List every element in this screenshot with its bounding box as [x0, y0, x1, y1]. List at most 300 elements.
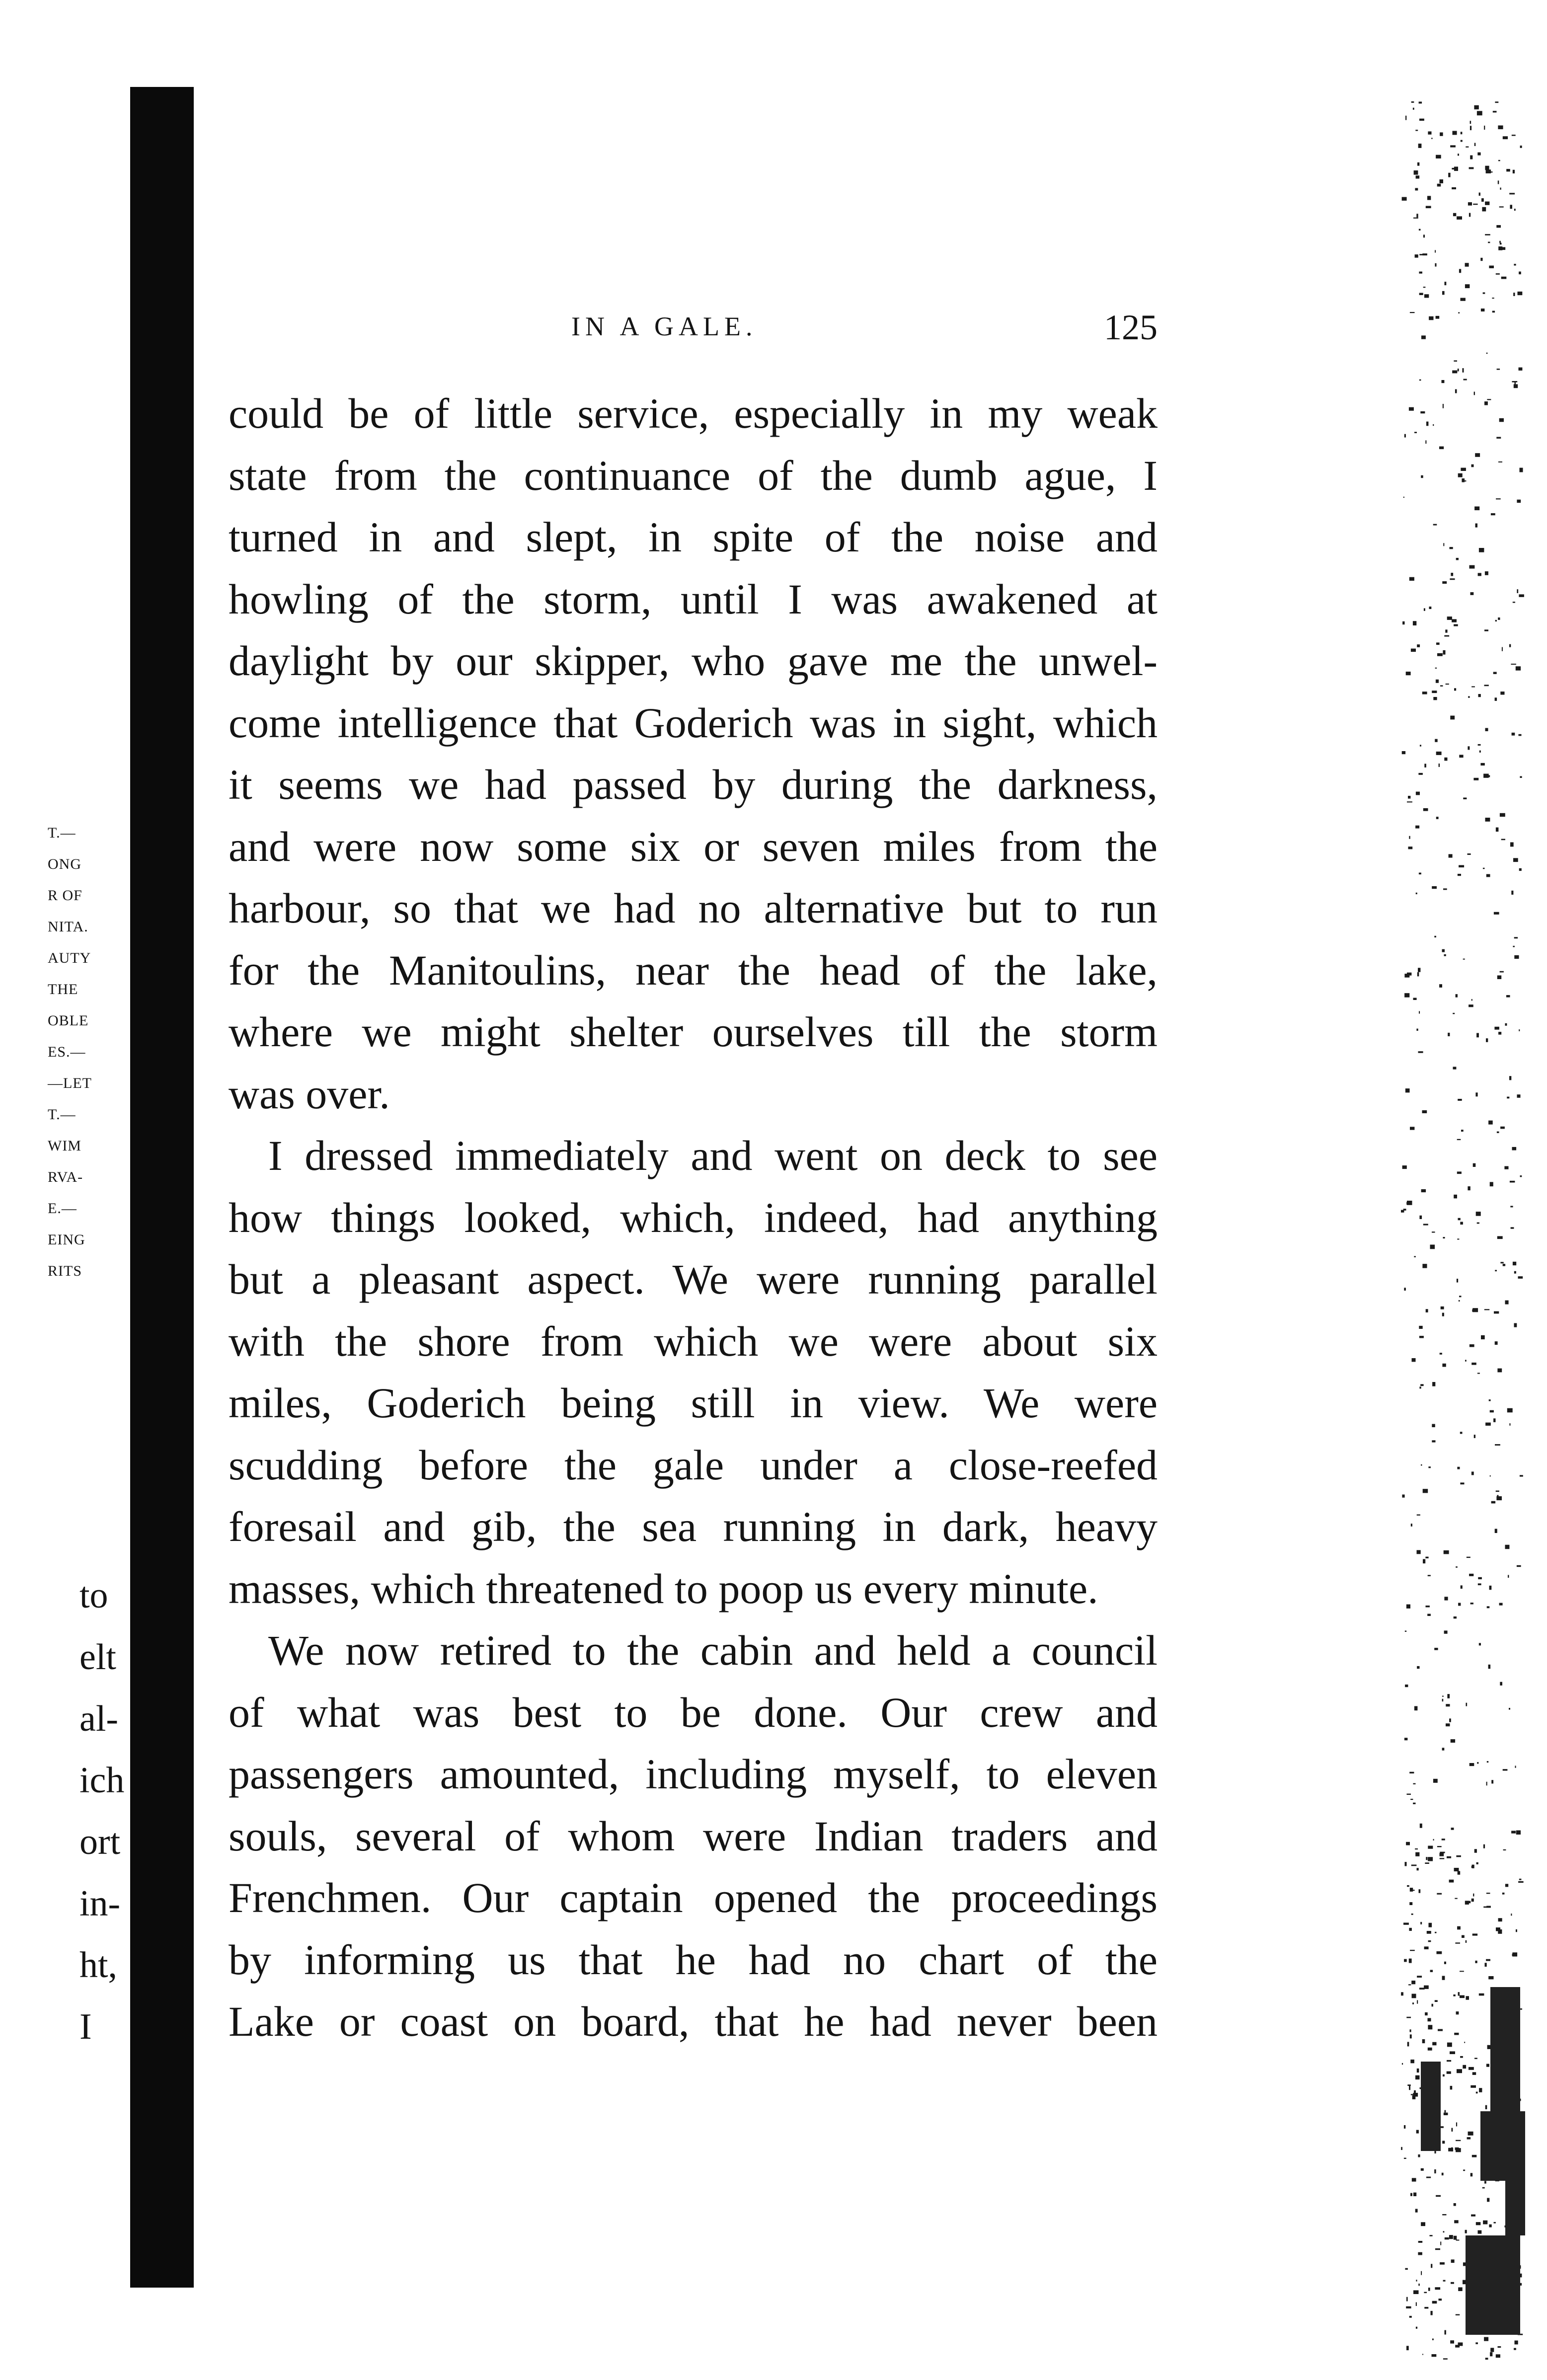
noise-speck — [1520, 468, 1523, 472]
noise-speck — [1409, 2086, 1410, 2090]
noise-speck — [1493, 1418, 1495, 1422]
noise-speck — [1440, 1858, 1445, 1859]
text-line: masses, which threatened to poop us every minute. — [229, 1564, 1098, 1612]
noise-speck — [1494, 912, 1499, 915]
noise-speck — [1469, 167, 1474, 169]
noise-speck — [1468, 853, 1471, 855]
noise-speck — [1495, 1444, 1500, 1446]
noise-speck — [1468, 1186, 1470, 1190]
noise-speck — [1424, 764, 1426, 768]
noise-speck — [1496, 437, 1501, 439]
noise-speck — [1409, 577, 1414, 581]
noise-speck — [1428, 2018, 1431, 2021]
noise-speck — [1470, 565, 1475, 569]
noise-speck — [1501, 839, 1505, 841]
noise-speck — [1449, 2235, 1453, 2239]
noise-speck — [1458, 2287, 1463, 2291]
noise-speck — [1450, 716, 1455, 720]
noise-speck — [1513, 293, 1515, 296]
noise-speck — [1470, 2173, 1472, 2176]
noise-speck — [1507, 1097, 1509, 1099]
noise-speck — [1485, 571, 1488, 575]
text-line: with the shore from which we were about six — [229, 1317, 1158, 1365]
noise-speck — [1457, 1926, 1461, 1930]
noise-speck — [1461, 132, 1463, 134]
noise-speck — [1486, 1782, 1487, 1786]
noise-speck — [1517, 1094, 1521, 1098]
noise-speck — [1402, 621, 1404, 624]
text-line: souls, several of whom were Indian traders and — [229, 1812, 1158, 1860]
noise-speck — [1419, 1988, 1425, 1990]
noise-speck — [1473, 1163, 1476, 1167]
noise-speck — [1510, 205, 1512, 209]
noise-speck — [1458, 1099, 1462, 1101]
noise-speck — [1418, 2154, 1420, 2157]
noise-speck — [1414, 170, 1418, 175]
noise-speck — [1475, 524, 1478, 528]
noise-speck — [1500, 691, 1504, 694]
noise-speck — [1483, 774, 1489, 778]
noise-speck — [1421, 2271, 1422, 2275]
noise-speck — [1428, 132, 1431, 135]
noise-speck — [1516, 1929, 1517, 1932]
noise-speck — [1461, 140, 1463, 142]
noise-speck — [1474, 392, 1475, 395]
noise-speck — [1418, 144, 1422, 148]
noise-speck — [1406, 1202, 1411, 1205]
margin-caption-fragment: ES.— — [48, 1044, 86, 1060]
noise-speck — [1416, 175, 1420, 178]
noise-speck — [1430, 2235, 1433, 2236]
noise-speck — [1417, 972, 1419, 976]
noise-speck — [1496, 1491, 1499, 1492]
noise-speck — [1479, 1643, 1481, 1645]
noise-speck — [1462, 1935, 1465, 1938]
noise-speck — [1405, 1685, 1408, 1687]
noise-speck — [1456, 2140, 1461, 2141]
noise-speck — [1444, 1962, 1446, 1964]
noise-speck — [1500, 1262, 1503, 1263]
noise-speck — [1411, 101, 1414, 103]
noise-speck — [1437, 653, 1443, 656]
noise-speck — [1470, 1344, 1474, 1347]
noise-speck — [1443, 1237, 1445, 1238]
noise-speck — [1421, 1464, 1422, 1466]
noise-speck — [1449, 1880, 1454, 1883]
noise-speck — [1455, 2345, 1460, 2347]
noise-speck — [1470, 1603, 1473, 1604]
noise-speck — [1403, 1209, 1406, 1211]
noise-speck — [1469, 2067, 1474, 2070]
noise-speck — [1406, 1842, 1410, 1845]
noise-speck — [1485, 166, 1489, 170]
noise-speck — [1423, 808, 1428, 811]
noise-speck — [1440, 1853, 1444, 1856]
noise-speck — [1486, 353, 1488, 354]
noise-speck — [1508, 1575, 1509, 1578]
noise-speck — [1411, 1524, 1412, 1527]
noise-speck — [1516, 666, 1521, 670]
noise-speck — [1452, 168, 1456, 169]
noise-block — [1505, 2176, 1525, 2235]
noise-speck — [1469, 213, 1470, 217]
noise-speck — [1407, 1794, 1411, 1795]
noise-speck — [1478, 694, 1481, 697]
text-line: state from the continuance of the dumb ague, I — [229, 451, 1158, 499]
noise-speck — [1477, 111, 1482, 115]
noise-speck — [1500, 1127, 1505, 1129]
noise-speck — [1411, 2094, 1416, 2095]
noise-speck — [1502, 647, 1503, 651]
noise-speck — [1419, 1336, 1424, 1338]
noise-speck — [1456, 2122, 1457, 2126]
noise-speck — [1443, 2280, 1446, 2282]
noise-speck — [1496, 1496, 1502, 1500]
margin-caption-fragment: WIM — [48, 1138, 81, 1154]
noise-speck — [1413, 218, 1418, 219]
noise-speck — [1406, 2346, 1409, 2350]
noise-speck — [1415, 2209, 1418, 2213]
noise-speck — [1403, 1922, 1409, 1924]
text-line: We now retired to the cabin and held a council — [268, 1626, 1158, 1674]
noise-speck — [1511, 891, 1513, 895]
running-header — [229, 307, 1158, 357]
noise-speck — [1437, 1951, 1442, 1954]
noise-speck — [1498, 617, 1500, 620]
text-line: how things looked, which, indeed, had anything — [229, 1193, 1158, 1241]
text-line: miles, Goderich being still in view. We were — [229, 1379, 1158, 1427]
noise-speck — [1434, 1648, 1438, 1650]
noise-speck — [1490, 1475, 1491, 1477]
noise-speck — [1480, 258, 1482, 261]
noise-speck — [1426, 1857, 1427, 1860]
noise-speck — [1442, 1696, 1444, 1697]
noise-block — [1490, 1987, 1520, 2116]
noise-speck — [1474, 1435, 1475, 1438]
noise-speck — [1468, 746, 1470, 750]
noise-speck — [1498, 1918, 1502, 1921]
noise-speck — [1415, 1848, 1418, 1849]
margin-word-fragment: in- — [79, 1883, 121, 1924]
noise-speck — [1454, 2203, 1456, 2206]
noise-speck — [1482, 2187, 1485, 2189]
noise-speck — [1435, 739, 1438, 742]
noise-speck — [1484, 2181, 1486, 2183]
noise-speck — [1487, 2198, 1489, 2202]
noise-speck — [1430, 1970, 1433, 1972]
noise-speck — [1405, 1088, 1410, 1092]
noise-speck — [1419, 1216, 1422, 1219]
noise-speck — [1464, 379, 1467, 381]
noise-speck — [1453, 1995, 1455, 1996]
noise-speck — [1487, 1761, 1488, 1763]
noise-speck — [1509, 644, 1511, 647]
noise-speck — [1476, 1212, 1481, 1216]
margin-word-fragment: ich — [79, 1760, 125, 1801]
noise-speck — [1483, 868, 1485, 869]
noise-speck — [1463, 2065, 1466, 2069]
noise-speck — [1452, 2128, 1453, 2132]
noise-speck — [1512, 733, 1515, 736]
noise-speck — [1458, 1218, 1461, 1221]
noise-speck — [1490, 2348, 1494, 2352]
noise-speck — [1406, 672, 1411, 675]
noise-speck — [1418, 2241, 1423, 2243]
noise-speck — [1435, 2248, 1440, 2250]
noise-speck — [1483, 293, 1485, 294]
noise-speck — [1457, 1238, 1459, 1239]
noise-speck — [1426, 1309, 1428, 1312]
noise-speck — [1440, 2262, 1445, 2265]
noise-speck — [1460, 2056, 1463, 2058]
noise-speck — [1402, 197, 1407, 201]
margin-caption-fragment: AUTY — [48, 950, 91, 966]
noise-speck — [1484, 2337, 1488, 2341]
noise-speck — [1446, 684, 1449, 685]
noise-speck — [1451, 2259, 1455, 2263]
noise-speck — [1423, 1489, 1428, 1493]
noise-speck — [1462, 478, 1465, 482]
noise-speck — [1419, 229, 1421, 230]
noise-block — [1480, 2111, 1525, 2181]
noise-speck — [1503, 1769, 1508, 1770]
noise-speck — [1445, 2330, 1446, 2335]
noise-speck — [1511, 1227, 1514, 1228]
noise-speck — [1419, 119, 1424, 121]
noise-speck — [1450, 2340, 1454, 2343]
noise-speck — [1442, 380, 1445, 383]
noise-speck — [1519, 868, 1522, 871]
noise-speck — [1510, 1206, 1513, 1207]
noise-speck — [1468, 202, 1472, 206]
noise-speck — [1454, 2236, 1457, 2240]
noise-speck — [1420, 1384, 1423, 1386]
noise-speck — [1470, 155, 1472, 159]
noise-speck — [1450, 2086, 1453, 2090]
noise-speck — [1419, 272, 1422, 274]
noise-speck — [1406, 1605, 1410, 1609]
noise-speck — [1494, 1311, 1499, 1314]
noise-speck — [1493, 111, 1497, 112]
noise-speck — [1513, 946, 1515, 947]
noise-speck — [1423, 234, 1425, 237]
noise-speck — [1499, 241, 1501, 243]
noise-speck — [1487, 1606, 1490, 1608]
noise-speck — [1404, 1738, 1408, 1740]
noise-speck — [1506, 169, 1510, 171]
noise-speck — [1486, 1038, 1488, 1042]
facing-page-margin-captions — [48, 817, 122, 1287]
noise-speck — [1503, 136, 1508, 139]
noise-speck — [1442, 2214, 1446, 2216]
noise-speck — [1520, 146, 1522, 148]
noise-speck — [1458, 369, 1459, 372]
facing-page-margin-words — [79, 1565, 144, 2058]
noise-speck — [1429, 1923, 1432, 1927]
noise-speck — [1428, 1466, 1431, 1468]
noise-speck — [1493, 672, 1497, 674]
noise-speck — [1454, 360, 1457, 362]
noise-speck — [1432, 1440, 1435, 1442]
noise-speck — [1406, 2306, 1411, 2308]
noise-speck — [1481, 198, 1484, 202]
noise-speck — [1519, 272, 1521, 275]
margin-word-fragment: I — [79, 2006, 92, 2047]
noise-speck — [1461, 298, 1466, 301]
noise-speck — [1454, 1195, 1457, 1199]
noise-speck — [1416, 2130, 1419, 2134]
noise-speck — [1515, 1766, 1516, 1768]
noise-speck — [1476, 2222, 1481, 2225]
noise-speck — [1418, 968, 1420, 972]
noise-speck — [1470, 1763, 1474, 1766]
noise-speck — [1408, 846, 1413, 849]
noise-speck — [1445, 2237, 1449, 2239]
noise-block — [1466, 2235, 1520, 2335]
noise-speck — [1417, 162, 1419, 166]
noise-speck — [1512, 1147, 1517, 1151]
noise-speck — [1435, 668, 1437, 669]
noise-speck — [1428, 1857, 1433, 1861]
noise-speck — [1485, 2105, 1487, 2109]
noise-speck — [1461, 1585, 1463, 1589]
noise-speck — [1472, 1308, 1478, 1312]
noise-speck — [1456, 994, 1458, 998]
text-line: it seems we had passed by during the darkness, — [229, 761, 1158, 808]
noise-speck — [1486, 1959, 1490, 1961]
noise-speck — [1453, 213, 1456, 216]
noise-speck — [1500, 971, 1504, 973]
noise-speck — [1509, 193, 1515, 194]
noise-speck — [1470, 2085, 1476, 2088]
noise-speck — [1429, 316, 1433, 320]
noise-speck — [1517, 589, 1518, 593]
noise-speck — [1453, 131, 1457, 135]
noise-speck — [1479, 548, 1484, 552]
noise-speck — [1457, 1139, 1461, 1140]
margin-caption-fragment: RVA- — [48, 1169, 83, 1185]
noise-speck — [1513, 602, 1515, 603]
noise-speck — [1403, 497, 1404, 498]
noise-speck — [1424, 2292, 1427, 2294]
noise-speck — [1466, 1996, 1470, 2000]
text-line: daylight by our skipper, who gave me the unwel- — [229, 637, 1158, 685]
noise-speck — [1496, 828, 1499, 832]
noise-speck — [1461, 468, 1466, 471]
noise-speck — [1430, 1245, 1435, 1249]
noise-speck — [1471, 2215, 1475, 2217]
noise-speck — [1499, 206, 1504, 207]
noise-speck — [1427, 1614, 1431, 1616]
noise-speck — [1520, 1475, 1523, 1476]
noise-speck — [1475, 2342, 1478, 2344]
noise-speck — [1451, 2282, 1454, 2284]
noise-speck — [1495, 1270, 1497, 1271]
noise-speck — [1411, 1914, 1413, 1915]
noise-speck — [1419, 1011, 1420, 1013]
noise-speck — [1421, 1189, 1426, 1192]
noise-speck — [1442, 2173, 1444, 2175]
noise-speck — [1412, 2178, 1416, 2181]
noise-speck — [1478, 744, 1481, 746]
noise-speck — [1436, 642, 1440, 645]
noise-speck — [1424, 2307, 1428, 2309]
noise-speck — [1509, 1076, 1511, 1080]
noise-speck — [1416, 2327, 1417, 2329]
noise-speck — [1481, 308, 1485, 311]
noise-speck — [1460, 1482, 1464, 1484]
noise-speck — [1454, 1616, 1457, 1618]
noise-speck — [1450, 547, 1453, 549]
noise-speck — [1509, 1423, 1510, 1426]
noise-speck — [1477, 153, 1480, 155]
noise-speck — [1412, 1994, 1416, 1998]
noise-speck — [1479, 1994, 1484, 1996]
noise-speck — [1438, 2029, 1443, 2031]
noise-speck — [1445, 2110, 1446, 2113]
noise-speck — [1428, 2025, 1432, 2029]
noise-speck — [1427, 1931, 1431, 1934]
text-line: was over. — [229, 1070, 390, 1118]
noise-speck — [1442, 581, 1447, 584]
noise-speck — [1471, 999, 1472, 1001]
noise-speck — [1439, 764, 1440, 767]
noise-speck — [1500, 243, 1502, 245]
noise-speck — [1440, 179, 1444, 183]
noise-speck — [1432, 2004, 1433, 2007]
noise-speck — [1423, 287, 1426, 288]
noise-speck — [1402, 751, 1405, 754]
noise-speck — [1474, 143, 1476, 146]
noise-speck — [1407, 973, 1411, 976]
noise-speck — [1406, 2297, 1408, 2302]
noise-speck — [1485, 818, 1490, 822]
noise-speck — [1498, 246, 1502, 250]
noise-speck — [1415, 826, 1419, 829]
noise-speck — [1486, 874, 1490, 877]
text-line: foresail and gib, the sea running in dark, heavy — [229, 1503, 1158, 1550]
noise-speck — [1513, 1262, 1516, 1265]
text-line: scudding before the gale under a close-reefed — [229, 1441, 1158, 1489]
noise-speck — [1421, 475, 1423, 478]
noise-speck — [1513, 170, 1515, 173]
noise-speck — [1455, 1942, 1460, 1943]
noise-speck — [1448, 1033, 1450, 1036]
noise-speck — [1417, 644, 1420, 647]
noise-speck — [1410, 1950, 1415, 1951]
noise-speck — [1503, 1849, 1506, 1850]
noise-speck — [1496, 498, 1501, 499]
noise-speck — [1401, 2147, 1402, 2150]
noise-speck — [1407, 2042, 1409, 2046]
noise-speck — [1477, 1373, 1480, 1374]
noise-speck — [1426, 422, 1428, 426]
noise-speck — [1457, 2069, 1462, 2073]
noise-speck — [1471, 1471, 1474, 1475]
noise-speck — [1491, 1501, 1496, 1504]
noise-speck — [1433, 524, 1437, 526]
noise-speck — [1416, 2303, 1417, 2306]
noise-speck — [1499, 1603, 1503, 1606]
noise-speck — [1421, 335, 1426, 339]
noise-speck — [1415, 188, 1418, 191]
noise-speck — [1500, 188, 1501, 190]
noise-speck — [1474, 105, 1478, 109]
noise-speck — [1444, 1550, 1449, 1554]
noise-speck — [1409, 1928, 1412, 1931]
noise-speck — [1405, 2268, 1408, 2270]
noise-speck — [1447, 2043, 1452, 2047]
